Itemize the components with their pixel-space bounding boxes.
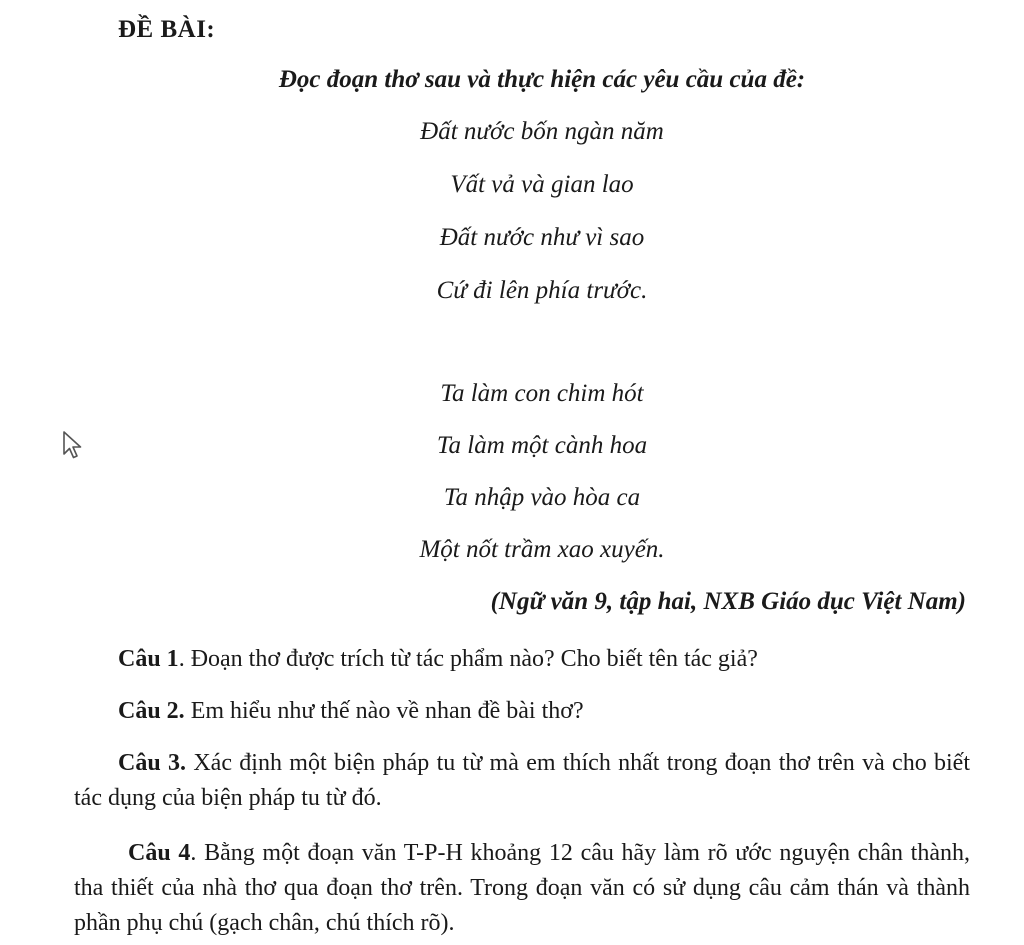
question-1 [118,642,998,677]
question-text: . Bằng một đoạn văn T-P-H khoảng 12 câu hãy làm rõ ước nguyện chân thành, tha thiết của nhà thơ qua đoạn thơ trên. Trong đoạn văn có sử dụng câu cảm thán và thành phần phụ chú (gạch chân, chú thích rõ). [74,840,970,936]
document-heading: ĐỀ BÀI: [118,16,216,43]
question-4 [74,836,970,941]
poem-source-citation: (Ngữ văn 9, tập hai, NXB Giáo dục Việt Nam) [490,588,966,615]
poem-line: Cứ đi lên phía trước. [436,277,648,304]
reading-instruction: Đọc đoạn thơ sau và thực hiện các yêu cầu của đề: [278,66,806,93]
question-text: . Đoạn thơ được trích từ tác phẩm nào? Cho biết tên tác giả? [178,646,758,672]
poem-line: Đất nước như vì sao [439,224,645,251]
mouse-pointer-icon [62,430,82,460]
question-text: Xác định một biện pháp tu từ mà em thích nhất trong đoạn thơ trên và cho biết tác dụng của biện pháp tu từ đó. [74,750,971,811]
poem-line: Ta làm con chim hót [440,380,644,407]
question-label: Câu 3. [118,750,187,776]
poem-line: Ta làm một cành hoa [436,432,648,459]
question-label: Câu 4 [128,840,191,866]
poem-line: Vất vả và gian lao [450,171,634,198]
question-label: Câu 1 [118,646,179,672]
question-text: Em hiểu như thế nào về nhan đề bài thơ? [184,698,584,724]
poem-line: Một nốt trầm xao xuyến. [419,536,665,563]
question-3 [74,746,970,816]
question-label: Câu 2. [118,698,185,724]
question-2 [118,694,998,729]
poem-line: Đất nước bốn ngàn năm [420,118,664,145]
poem-line: Ta nhập vào hòa ca [443,484,641,511]
